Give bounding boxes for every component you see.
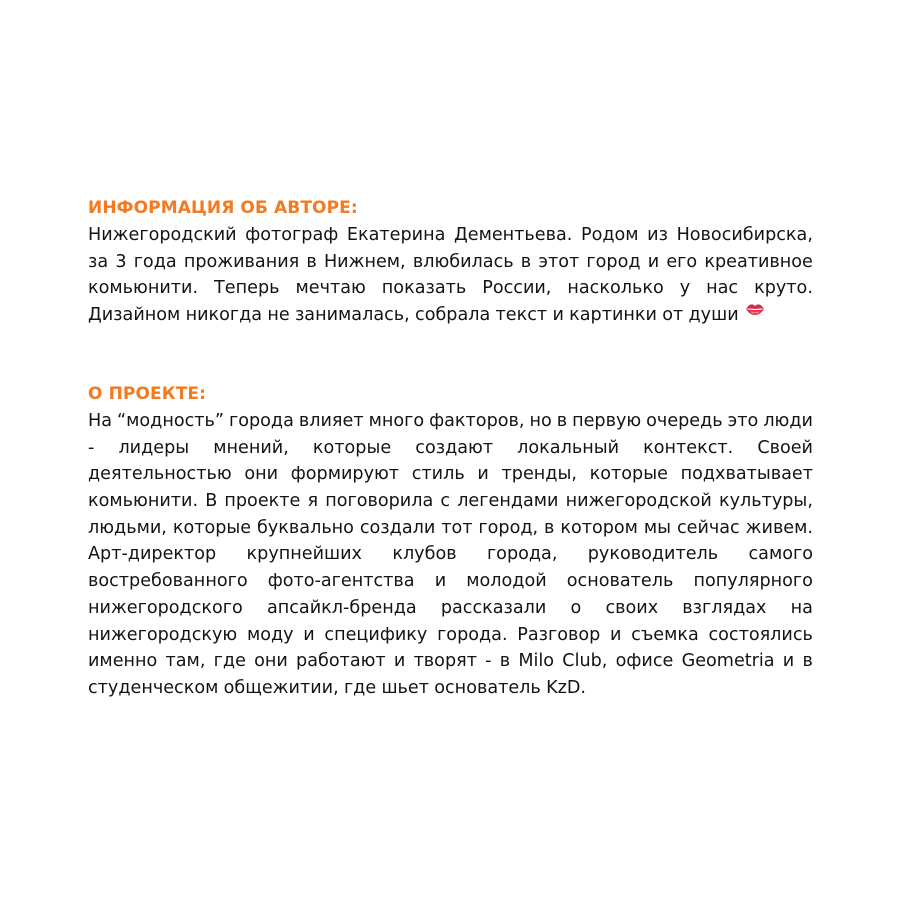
word: в [802, 651, 813, 672]
word: город [586, 251, 641, 272]
word: от [662, 305, 684, 326]
word: тренды, [501, 464, 577, 485]
word: и [782, 651, 795, 672]
word: культуры, [718, 491, 813, 512]
word: В [205, 491, 218, 512]
word: Geometria [681, 651, 775, 672]
word: Milo [518, 651, 555, 672]
text-line [88, 488, 813, 515]
word: Нижнем, [323, 251, 406, 272]
word: души [688, 305, 739, 326]
word: мечтаю [295, 278, 366, 299]
word: много [368, 411, 425, 431]
text-line [88, 249, 813, 276]
word: популярного [693, 571, 813, 592]
author-heading: ИНФОРМАЦИЯ ОБ АВТОРЕ: [88, 198, 358, 218]
word: влюбилась [412, 251, 514, 272]
word: очередь [646, 411, 723, 431]
word: я [307, 491, 319, 512]
word: Арт-директор [88, 544, 217, 565]
word: молодой [466, 571, 547, 592]
word: основатель [566, 571, 674, 592]
word: нижегородского [88, 597, 243, 618]
word: и [477, 464, 489, 485]
word: самого [748, 544, 813, 565]
word: картинки [569, 305, 657, 326]
word: общежитии, [223, 677, 339, 698]
word: Дизайном [88, 305, 181, 326]
word: моду [246, 624, 294, 645]
word: где [343, 677, 377, 698]
word: там, [165, 651, 206, 672]
word: “модность” [117, 411, 224, 431]
text-line [88, 302, 813, 329]
word: это [727, 411, 759, 431]
word: Новосибирска, [676, 225, 813, 245]
text-line [88, 275, 813, 302]
word: мы [643, 517, 672, 538]
word: именно [88, 651, 158, 672]
word: на [790, 597, 813, 618]
author-section [88, 195, 813, 329]
word: которые [312, 437, 392, 458]
word: занималась, [294, 305, 410, 326]
word: офисе [615, 651, 674, 672]
text-line [88, 595, 813, 622]
word: контекст. [643, 437, 734, 458]
word: города, [486, 544, 558, 565]
word: России, [482, 278, 552, 299]
project-heading: О ПРОЕКТЕ: [88, 384, 207, 404]
text-line [88, 568, 813, 595]
word: локальный [517, 437, 620, 458]
word: никогда [185, 305, 263, 326]
word: фотограф [245, 225, 339, 245]
word: создали [359, 517, 436, 538]
word: Дементьева. [454, 225, 573, 245]
word: в [544, 517, 555, 538]
word: проекте [224, 491, 301, 512]
text-line [88, 435, 813, 462]
word: нас [706, 278, 739, 299]
word: специфику [324, 624, 428, 645]
lips-kiss-icon [745, 302, 765, 316]
word: фото-агентства [267, 571, 415, 592]
word: буквально [257, 517, 354, 538]
word: креативное [704, 251, 813, 272]
word: за [88, 251, 109, 272]
word: Club, [562, 651, 608, 672]
word: легендами [457, 491, 559, 512]
word: с [440, 491, 451, 512]
word: деятельностью [88, 464, 232, 485]
text-line [88, 222, 813, 249]
word: создают [415, 437, 494, 458]
word: в [556, 411, 568, 431]
word: факторов, [429, 411, 525, 431]
word: из [647, 225, 668, 245]
word: На [88, 411, 113, 431]
word: текст [495, 305, 548, 326]
word: показать [381, 278, 467, 299]
word: съемка [631, 624, 699, 645]
word: взглядах [682, 597, 767, 618]
word: насколько [567, 278, 664, 299]
project-section [88, 381, 813, 702]
word: в [520, 251, 532, 272]
word: руководитель [587, 544, 719, 565]
word: первую [572, 411, 642, 431]
word: тот [441, 517, 473, 538]
word: собрала [415, 305, 491, 326]
word: года [133, 251, 177, 272]
word: которые [172, 517, 252, 538]
word: в [306, 251, 317, 272]
word: работают [296, 651, 386, 672]
word: сейчас [676, 517, 740, 538]
word: они [244, 464, 279, 485]
word: его [666, 251, 698, 272]
word: этот [538, 251, 580, 272]
word: Екатерина [346, 225, 446, 245]
word: нижегородскую [88, 624, 238, 645]
word: - [88, 437, 95, 458]
word: и [303, 624, 315, 645]
word: формируют [290, 464, 400, 485]
text-line [88, 622, 813, 649]
word: лидеры [118, 437, 190, 458]
word: Своей [757, 437, 813, 458]
word: клубов [392, 544, 457, 565]
word: проживания [183, 251, 300, 272]
text-line [88, 461, 813, 488]
word: у [679, 278, 691, 299]
text-line [88, 675, 813, 702]
word: комьюнити. [88, 278, 199, 299]
word: востребованного [88, 571, 248, 592]
word: мнений, [213, 437, 289, 458]
text-line [88, 541, 813, 568]
word: 3 [115, 251, 127, 272]
word: рассказали [440, 597, 547, 618]
word: комьюнити. [88, 491, 199, 512]
word: творят [413, 651, 477, 672]
word: и [647, 251, 660, 272]
word: основатель [434, 677, 541, 698]
word: в [499, 651, 511, 672]
word: крупнейших [246, 544, 362, 565]
word: влияет [298, 411, 364, 431]
word: нижегородской [565, 491, 712, 512]
word: Теперь [214, 278, 280, 299]
project-paragraph [88, 408, 813, 702]
word: о [570, 597, 582, 618]
word: Родом [580, 225, 639, 245]
word: студенческом [88, 677, 219, 698]
word: не [267, 305, 290, 326]
word: - [485, 651, 492, 672]
word: котором [560, 517, 638, 538]
word: и [434, 571, 447, 592]
word: города [228, 411, 294, 431]
word: люди [763, 411, 813, 431]
word: и [393, 651, 406, 672]
word: они [254, 651, 288, 672]
word: апсайкл-бренда [266, 597, 417, 618]
word: город, [478, 517, 539, 538]
word: где [213, 651, 246, 672]
word: живем. [745, 517, 813, 538]
text-line [88, 515, 813, 542]
word: состоялись [708, 624, 813, 645]
author-paragraph [88, 222, 813, 329]
word: Нижегородский [88, 225, 237, 245]
word: Разговор [517, 624, 601, 645]
word: стиль [411, 464, 465, 485]
word: но [529, 411, 552, 431]
word: которые [589, 464, 668, 485]
word: своих [605, 597, 659, 618]
word: KzD. [546, 677, 586, 698]
text-line [88, 408, 813, 435]
word: подхватывает [680, 464, 813, 485]
word: круто. [754, 278, 813, 299]
word: людьми, [88, 517, 167, 538]
word: города. [437, 624, 508, 645]
text-line [88, 648, 813, 675]
word: поговорила [325, 491, 434, 512]
word: и [552, 305, 564, 326]
word: и [610, 624, 622, 645]
word: шьет [381, 677, 429, 698]
